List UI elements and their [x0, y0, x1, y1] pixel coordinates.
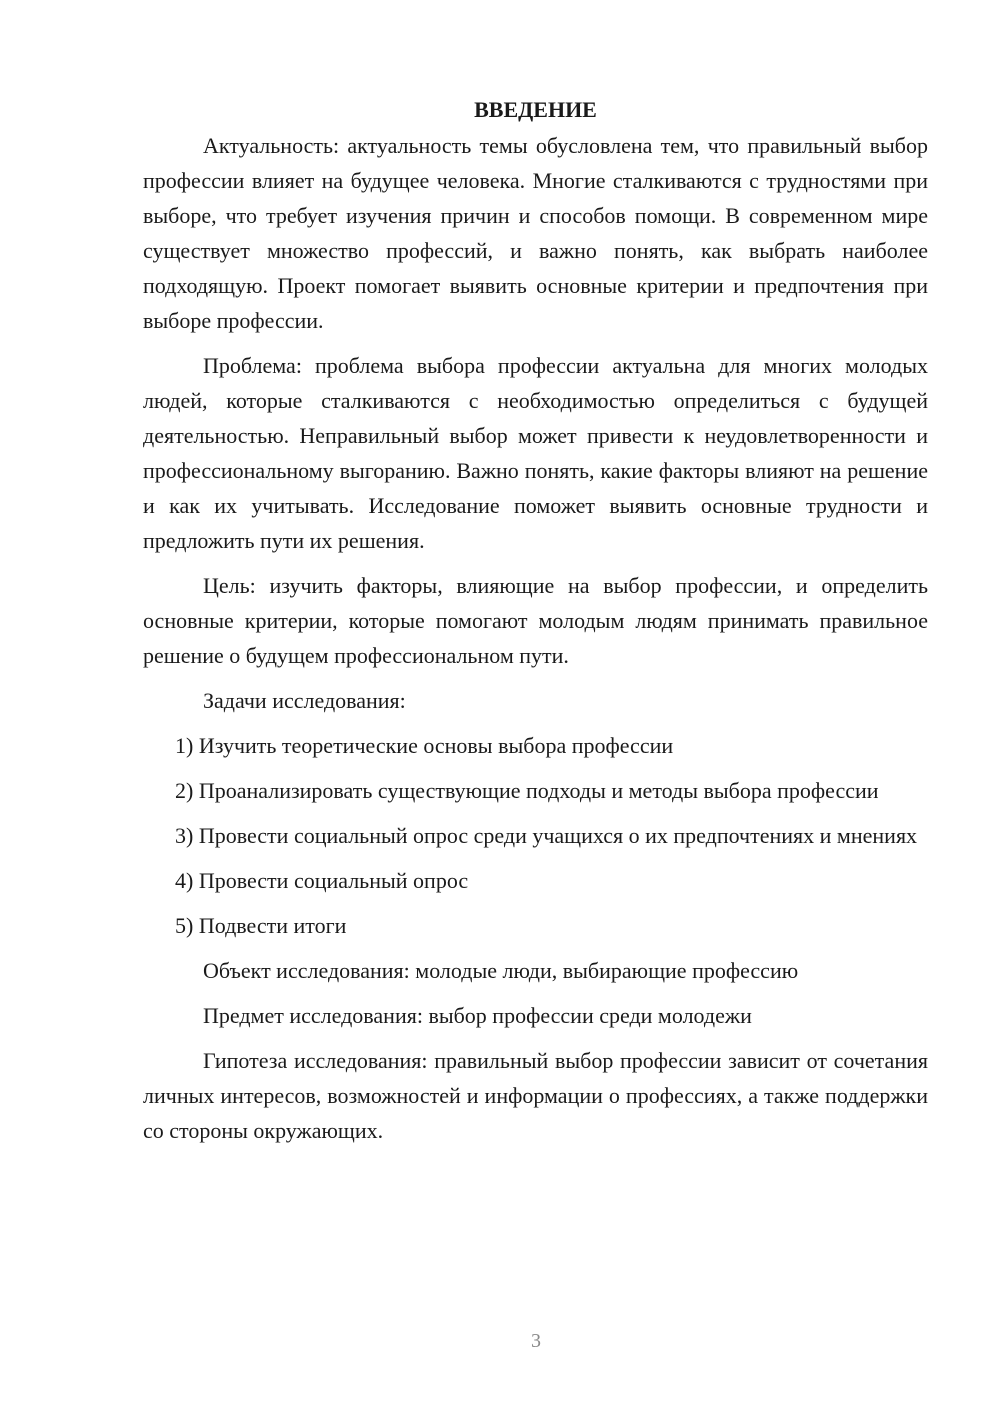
task-item-5: 5) Подвести итоги	[175, 913, 347, 938]
page-number: 3	[531, 1330, 541, 1352]
document-page	[143, 92, 928, 1158]
tasks-heading: Задачи исследования:	[203, 688, 406, 713]
subject-paragraph: Предмет исследования: выбор профессии среди молодежи	[203, 1003, 752, 1028]
object-paragraph: Объект исследования: молодые люди, выбирающие профессию	[203, 958, 799, 983]
relevance-paragraph: Актуальность: актуальность темы обусловлена тем, что правильный выбор профессии влияет на будущее человека. Многие сталкиваются с трудностями при выборе, что требует изучения причин и способов помощи. В современном мире существует множество профессий, и важно понять, как выбрать наиболее подходящую. Проект помогает выявить основные критерии и предпочтения при выборе профессии.	[143, 133, 928, 333]
task-item-4: 4) Провести социальный опрос	[175, 868, 469, 893]
task-item-1: 1) Изучить теоретические основы выбора профессии	[175, 733, 674, 758]
task-item-3: 3) Провести социальный опрос среди учащихся о их предпочтениях и мнениях	[175, 823, 918, 848]
goal-paragraph: Цель: изучить факторы, влияющие на выбор профессии, и определить основные критерии, которые помогают молодым людям принимать правильное решение о будущем профессиональном пути.	[143, 573, 928, 668]
page-title: ВВЕДЕНИЕ	[474, 97, 597, 122]
task-item-2: 2) Проанализировать существующие подходы и методы выбора профессии	[175, 778, 879, 803]
hypothesis-paragraph: Гипотеза исследования: правильный выбор профессии зависит от сочетания личных интересов, возможностей и информации о профессиях, а также поддержки со стороны окружающих.	[143, 1048, 928, 1143]
problem-paragraph: Проблема: проблема выбора профессии актуальна для многих молодых людей, которые сталкиваются с необходимостью определиться с будущей деятельностью. Неправильный выбор может привести к неудовлетворенности и профессиональному выгоранию. Важно понять, какие факторы влияют на решение и как их учитывать. Исследование поможет выявить основные трудности и предложить пути их решения.	[143, 353, 928, 553]
